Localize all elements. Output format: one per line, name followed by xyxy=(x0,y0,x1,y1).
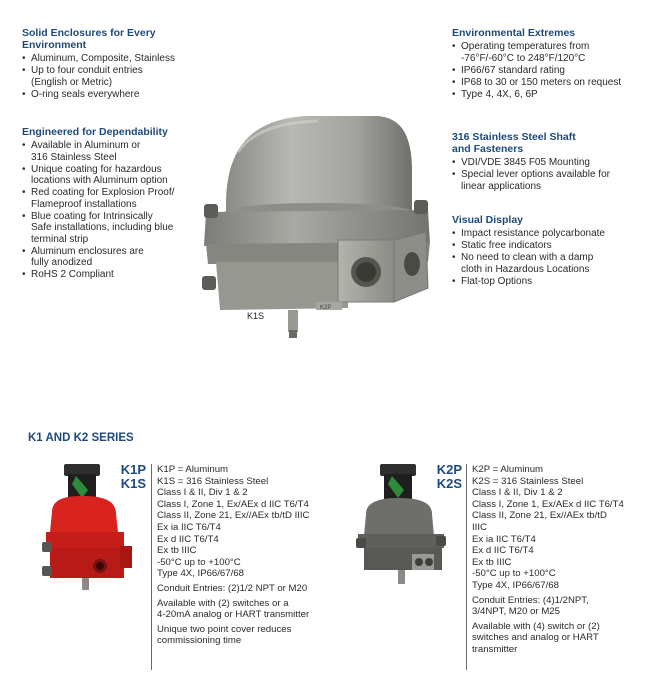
section-heading: Environmental Extremes xyxy=(452,27,576,39)
feature-list xyxy=(452,228,647,287)
spec-line: Available with (4) switch or (2) switches and analog or HART transmitter xyxy=(472,620,600,655)
spec-line: Class II, Zone 21, Ex//AEx tb/tD IIIC xyxy=(472,510,607,533)
list-item: • IP68 to 30 or 150 meters on request xyxy=(452,77,647,89)
k2-model-labels xyxy=(432,463,462,491)
list-item: • Aluminum enclosures are fully anodized xyxy=(22,246,217,269)
model-label: K1P xyxy=(120,462,146,477)
spec-line: K1P = Aluminum xyxy=(157,464,229,475)
spec-line: K1S = 316 Stainless Steel xyxy=(157,475,269,487)
divider xyxy=(151,464,152,670)
spec-line: Ex ia IIC T6/T4 xyxy=(157,521,221,533)
enclosure-icon xyxy=(198,112,438,344)
spec-line: Class I & II, Div 1 & 2 xyxy=(157,487,248,499)
list-item: • Aluminum, Composite, Stainless xyxy=(22,53,222,65)
spec-line: Unique two point cover reduces commissioning time xyxy=(157,623,292,647)
list-item: • VDI/VDE 3845 F05 Mounting xyxy=(452,157,647,169)
list-item: • Operating temperatures from -76°F/-60°C to 248°F/120°C xyxy=(452,41,647,64)
spec-line: -50°C up to +100°C xyxy=(472,568,556,580)
spec-line: Ex d IIC T6/T4 xyxy=(472,545,534,557)
list-item: • Impact resistance polycarbonate xyxy=(452,228,647,240)
spec-line: Ex d IIC T6/T4 xyxy=(157,533,219,545)
list-item: • No need to clean with a damp cloth in Hazardous Locations xyxy=(452,252,647,275)
feature-list xyxy=(22,140,217,281)
spec-line: Ex ia IIC T6/T4 xyxy=(472,533,536,545)
divider xyxy=(466,464,467,670)
k1-spec-list xyxy=(157,464,335,647)
list-item: • Available in Aluminum or 316 Stainless Steel xyxy=(22,140,217,163)
feature-list xyxy=(452,157,647,192)
spec-line: Class I, Zone 1, Ex/AEx d IIC T6/T4 xyxy=(472,498,624,510)
series-title: K1 AND K2 SERIES xyxy=(28,432,134,444)
list-item: • Red coating for Explosion Proof/ Flameproof installations xyxy=(22,187,217,210)
k1-model-labels xyxy=(118,463,146,491)
list-item: • RoHS 2 Compliant xyxy=(22,269,217,281)
spec-line: -50°C up to +100°C xyxy=(157,556,241,568)
section-heading: Engineered for Dependability xyxy=(22,126,168,138)
list-item: • O-ring seals everywhere xyxy=(22,89,222,101)
list-item: • Unique coating for hazardous locations with Aluminum option xyxy=(22,164,217,187)
spec-line: Available with (2) switches or a 4-20mA analog or HART transmitter xyxy=(157,597,310,621)
spec-line: Type 4X, IP66/67/68 xyxy=(157,568,244,580)
spec-line: Class I & II, Div 1 & 2 xyxy=(472,487,563,499)
list-item: • Special lever options available for linear applications xyxy=(452,169,647,192)
spec-line: K2S = 316 Stainless Steel xyxy=(472,475,584,487)
stainless-enclosure-image xyxy=(198,112,438,344)
section-engineered xyxy=(22,126,217,281)
section-heading: 316 Stainless Steel Shaft and Fasteners xyxy=(452,131,576,155)
list-item: • Flat-top Options xyxy=(452,276,647,288)
spec-line: Conduit Entries: (2)1/2 NPT or M20 xyxy=(157,582,308,594)
spec-line: K2P = Aluminum xyxy=(472,464,544,475)
section-visual-display xyxy=(452,214,647,288)
model-label: K2S xyxy=(436,476,462,491)
section-solid-enclosures xyxy=(22,27,222,101)
spec-line: Ex tb IIIC xyxy=(472,556,512,568)
list-item: • Up to four conduit entries (English or Metric) xyxy=(22,65,222,88)
section-heading: Solid Enclosures for Every Environment xyxy=(22,27,156,51)
model-label: K2P xyxy=(436,462,462,477)
spec-line: Class II, Zone 21, Ex//AEx tb/tD IIIC xyxy=(157,510,310,522)
section-environmental xyxy=(452,27,647,101)
spec-line: Conduit Entries: (4)1/2NPT, 3/4NPT, M20 or M25 xyxy=(472,594,589,618)
section-heading: Visual Display xyxy=(452,214,524,226)
spec-line: Type 4X, IP66/67/68 xyxy=(472,579,559,591)
model-label: K1S xyxy=(120,476,146,491)
list-item: • IP66/67 standard rating xyxy=(452,65,647,77)
feature-list xyxy=(22,53,222,100)
list-item: • Static free indicators xyxy=(452,240,647,252)
section-shaft xyxy=(452,131,647,193)
spec-line: Ex tb IIIC xyxy=(157,545,197,557)
image-caption: K1S xyxy=(247,311,265,321)
plate-label: K2P xyxy=(320,305,332,311)
k2-spec-list xyxy=(472,464,648,656)
spec-line: Class I, Zone 1, Ex/AEx d IIC T6/T4 xyxy=(157,498,309,510)
feature-list xyxy=(452,41,647,100)
list-item: • Blue coating for Intrinsically Safe installations, including blue terminal strip xyxy=(22,211,217,246)
list-item: • Type 4, 4X, 6, 6P xyxy=(452,89,647,101)
